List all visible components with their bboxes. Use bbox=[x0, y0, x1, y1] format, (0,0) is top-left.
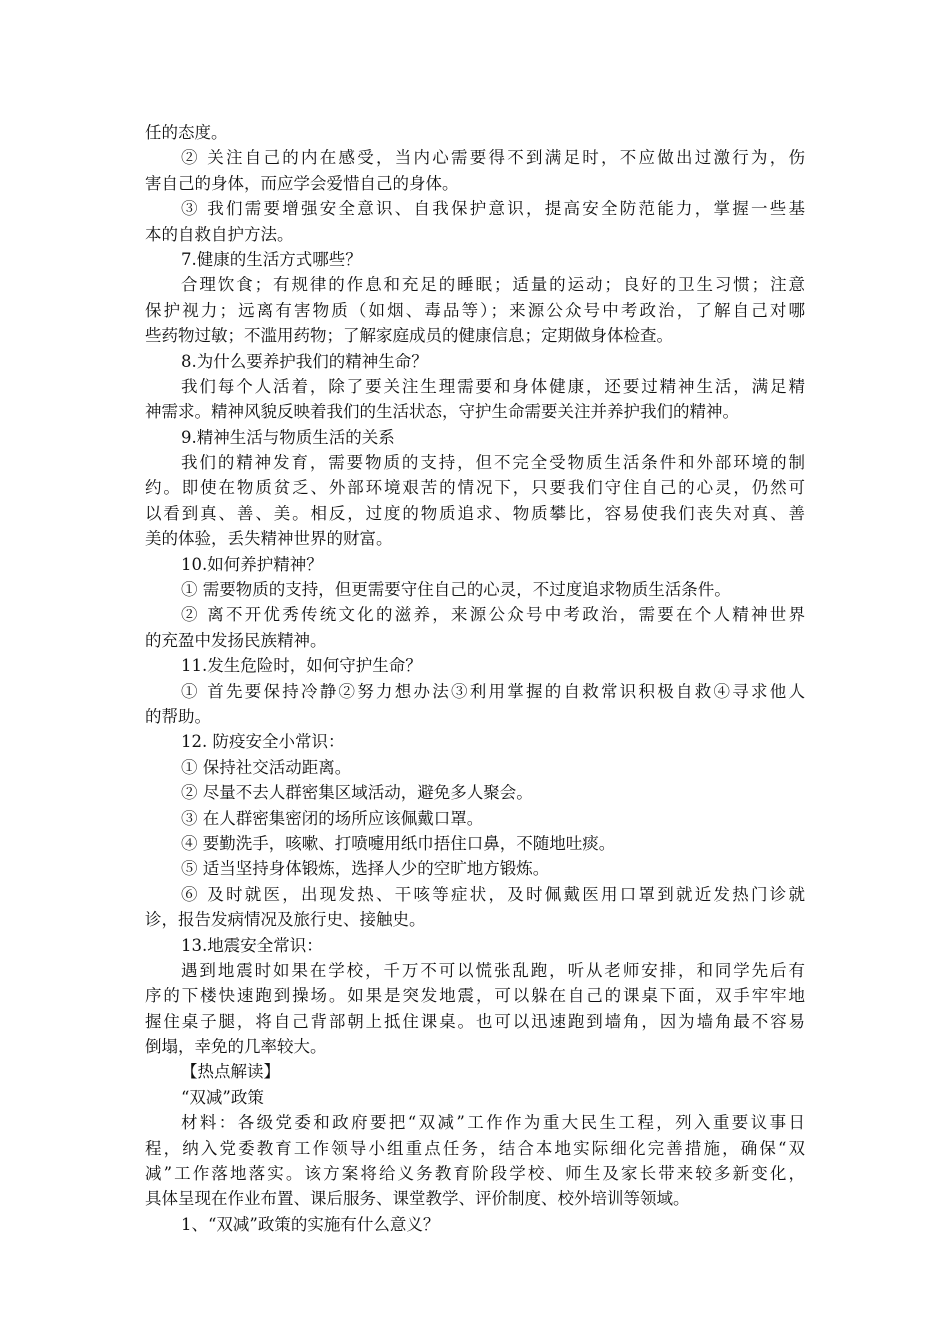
text-line: 我们的精神发育，需要物质的支持，但不完全受物质生活条件和外部环境的制 bbox=[181, 453, 805, 473]
text-line: 诊，报告发病情况及旅行史、接触史。 bbox=[145, 910, 426, 930]
text-line: 以看到真、善、美。相反，过度的物质追求、物质攀比，容易使我们丧失对真、善 bbox=[145, 503, 805, 523]
text-line: 握住桌子腿，将自己背部朝上抵住课桌。也可以迅速跑到墙角，因为墙角最不容易 bbox=[145, 1011, 805, 1031]
text-line: 材料：各级党委和政府要把“双减”工作作为重大民生工程，列入重要议事日 bbox=[181, 1113, 805, 1133]
text-line: 程，纳入党委教育工作领导小组重点任务，结合本地实际细化完善措施，确保“双 bbox=[145, 1138, 805, 1158]
text-line: ⑤ 适当坚持身体锻炼，选择人少的空旷地方锻炼。 bbox=[181, 859, 550, 879]
text-line: 任的态度。 bbox=[145, 123, 228, 142]
text-line: 7.健康的生活方式哪些？ bbox=[181, 249, 362, 269]
text-line: 本的自救自护方法。 bbox=[145, 224, 294, 244]
text-line: 1、“双减”政策的实施有什么意义？ bbox=[181, 1214, 440, 1234]
text-line: 具体呈现在作业布置、课后服务、课堂教学、评价制度、校外培训等领域。 bbox=[145, 1189, 690, 1209]
text-line: 序的下楼快速跑到操场。如果是突发地震，可以躲在自己的课桌下面，双手牢牢地 bbox=[145, 986, 805, 1006]
text-line: ③ 我们需要增强安全意识、自我保护意识，提高安全防范能力，掌握一些基 bbox=[181, 199, 805, 219]
text-line: 11.发生危险时，如何守护生命？ bbox=[181, 656, 422, 676]
text-line: 减”工作落地落实。该方案将给义务教育阶段学校、师生及家长带来较多新变化， bbox=[145, 1164, 805, 1184]
text-line: ① 首先要保持冷静②努力想办法③利用掌握的自救常识积极自救④寻求他人 bbox=[181, 681, 805, 701]
text-line: 13.地震安全常识： bbox=[181, 935, 323, 955]
text-line: “双减”政策 bbox=[181, 1087, 264, 1107]
text-line: 美的体验，丢失精神世界的财富。 bbox=[145, 529, 393, 549]
text-line: 12. 防疫安全小常识： bbox=[181, 732, 345, 752]
text-line: 约。即使在物质贫乏、外部环境艰苦的情况下，只要我们守住自己的心灵，仍然可 bbox=[145, 478, 805, 498]
text-line: ② 离不开优秀传统文化的滋养，来源公众号中考政治，需要在个人精神世界 bbox=[181, 605, 805, 625]
text-line: 保护视力；远离有害物质（如烟、毒品等）；来源公众号中考政治，了解自己对哪 bbox=[145, 300, 805, 320]
text-line: 神需求。精神风貌反映着我们的生活状态，守护生命需要关注并养护我们的精神。 bbox=[145, 402, 739, 422]
text-line: ③ 在人群密集密闭的场所应该佩戴口罩。 bbox=[181, 808, 484, 828]
text-line: 害自己的身体，而应学会爱惜自己的身体。 bbox=[145, 173, 459, 193]
text-line: 9.精神生活与物质生活的关系 bbox=[181, 427, 395, 447]
text-line: 的帮助。 bbox=[145, 706, 211, 726]
text-line: 我们每个人活着，除了要关注生理需要和身体健康，还要过精神生活，满足精 bbox=[181, 376, 805, 396]
text-line: 的充盈中发扬民族精神。 bbox=[145, 630, 327, 650]
text-line: ② 尽量不去人群密集区域活动，避免多人聚会。 bbox=[181, 783, 533, 803]
text-line: 合理饮食；有规律的作息和充足的睡眠；适量的运动；良好的卫生习惯；注意 bbox=[181, 275, 805, 295]
text-line: ① 需要物质的支持，但更需要守住自己的心灵，不过度追求物质生活条件。 bbox=[181, 580, 731, 600]
text-line: ④ 要勤洗手，咳嗽、打喷嚏用纸巾捂住口鼻，不随地吐痰。 bbox=[181, 833, 616, 853]
text-line: ① 保持社交活动距离。 bbox=[181, 757, 352, 777]
text-line: 8.为什么要养护我们的精神生命？ bbox=[181, 351, 428, 371]
text-line: ⑥ 及时就医，出现发热、干咳等症状，及时佩戴医用口罩到就近发热门诊就 bbox=[181, 884, 805, 904]
text-line: 倒塌，幸免的几率较大。 bbox=[145, 1037, 327, 1057]
text-line: 遇到地震时如果在学校，千万不可以慌张乱跑，听从老师安排，和同学先后有 bbox=[181, 960, 805, 980]
text-line: 些药物过敏；不滥用药物；了解家庭成员的健康信息；定期做身体检查。 bbox=[145, 326, 673, 346]
text-line: 10.如何养护精神？ bbox=[181, 554, 323, 574]
text-line: ② 关注自己的内在感受，当内心需要得不到满足时，不应做出过激行为，伤 bbox=[181, 148, 805, 168]
text-line: 【热点解读】 bbox=[181, 1062, 280, 1082]
